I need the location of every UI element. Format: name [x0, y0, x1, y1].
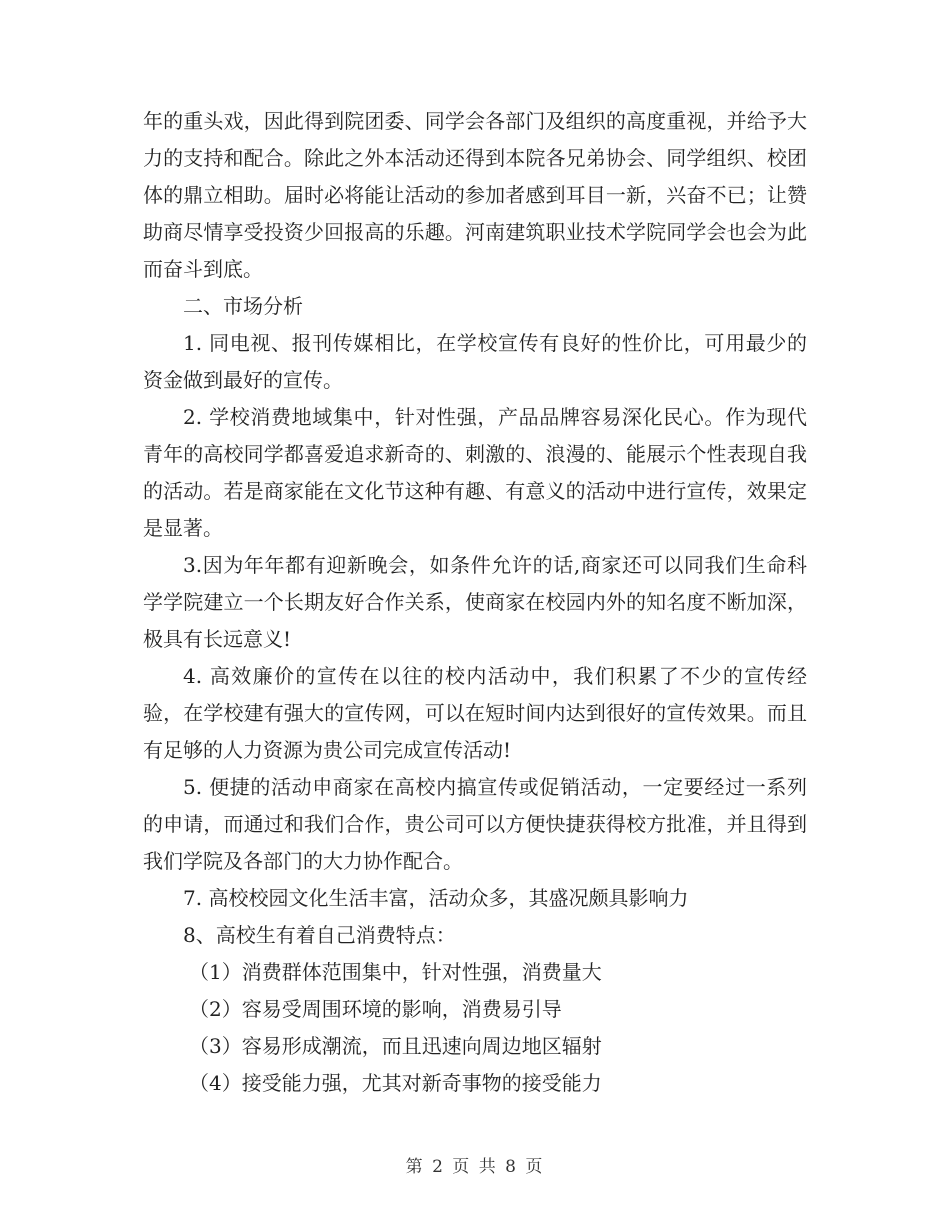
list-item: （4）接受能力强，尤其对新奇事物的接受能力	[189, 1071, 602, 1095]
analysis-paragraph-8: 8、高校生有着自己消费特点：	[183, 923, 456, 947]
analysis-paragraph-3: 3.因为年年都有迎新晚会，如条件允许的话,商家还可以同我们生命科学学院建立一个长期友好合作关系，使商家在校园内外的知名度不断加深，极具有长远意义!	[143, 553, 807, 651]
list-item: （3）容易形成潮流，而且迅速向周边地区辐射	[189, 1034, 602, 1058]
intro-paragraph: 年的重头戏，因此得到院团委、同学会各部门及组织的高度重视，并给予大力的支持和配合。除此之外本活动还得到本院各兄弟协会、同学组织、校团体的鼎立相助。届时必将能让活动的参加者感到耳目一新，兴奋不已；让赞助商尽情享受投资少回报高的乐趣。河南建筑职业技术学院同学会也会为此而奋斗到底。	[143, 109, 807, 281]
analysis-paragraph-5: 5. 便捷的活动申商家在高校内搞宣传或促销活动，一定要经过一系列的申请，而通过和我们合作，贵公司可以方便快捷获得校方批准，并且得到我们学院及各部门的大力协作配合。	[143, 775, 807, 873]
page-number-footer: 第 2 页 共 8 页	[405, 1157, 545, 1177]
section-heading-market-analysis: 二、市场分析	[183, 294, 303, 318]
document-body	[143, 103, 807, 1102]
analysis-paragraph-4: 4. 高效廉价的宣传在以往的校内活动中，我们积累了不少的宣传经验，在学校建有强大的宣传网，可以在短时间内达到很好的宣传效果。而且有足够的人力资源为贵公司完成宣传活动!	[143, 664, 807, 762]
analysis-paragraph-1: 1. 同电视、报刊传媒相比，在学校宣传有良好的性价比，可用最少的资金做到最好的宣传。	[143, 331, 807, 392]
analysis-paragraph-7: 7. 高校校园文化生活丰富，活动众多，其盛况颇具影响力	[183, 886, 689, 910]
analysis-paragraph-2: 2. 学校消费地域集中，针对性强，产品品牌容易深化民心。作为现代青年的高校同学都喜爱追求新奇的、刺激的、浪漫的、能展示个性表现自我的活动。若是商家能在文化节这种有趣、有意义的活动中进行宣传，效果定是显著。	[143, 405, 807, 540]
list-item: （1）消费群体范围集中，针对性强，消费量大	[189, 960, 602, 984]
list-item: （2）容易受周围环境的影响，消费易引导	[189, 997, 562, 1021]
